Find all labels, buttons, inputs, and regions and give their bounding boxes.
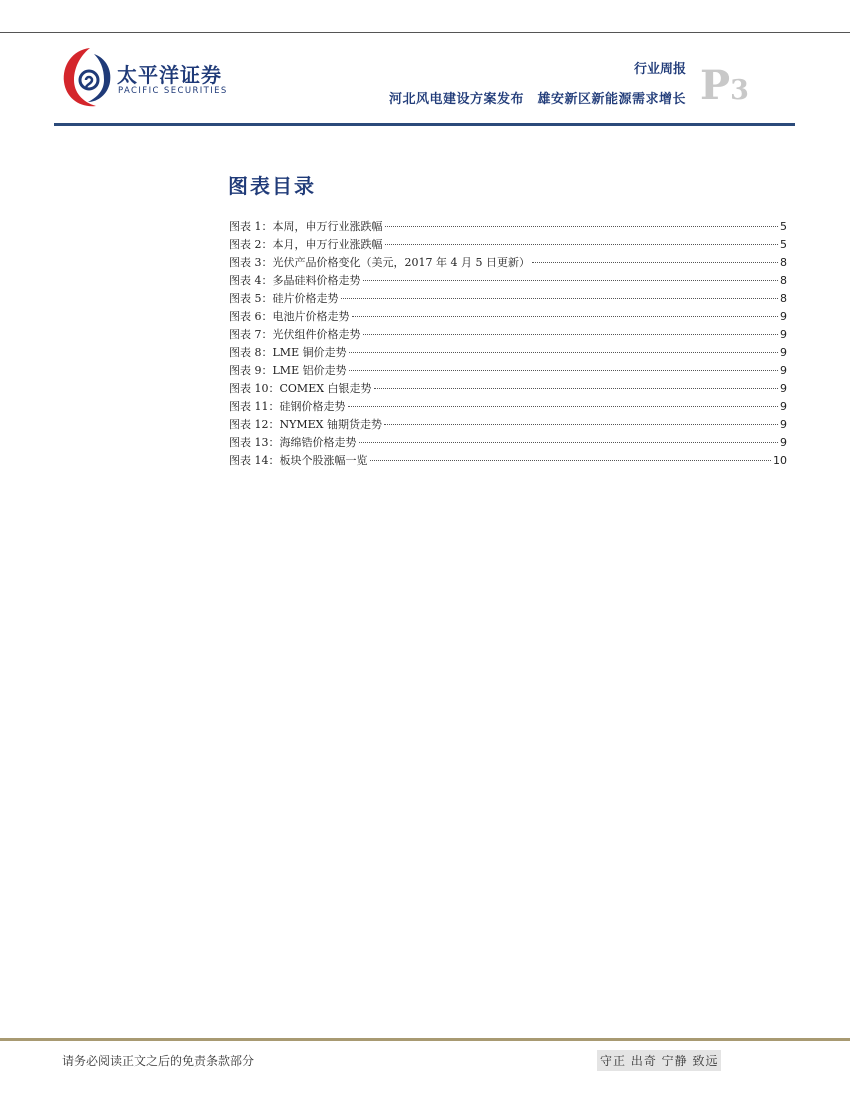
logo-english-name: PACIFIC SECURITIES xyxy=(118,86,228,96)
toc-entry[interactable] xyxy=(229,236,787,254)
toc-entry-label[interactable]: 图表 12：NYMEX 铀期货走势 xyxy=(229,418,383,431)
company-slogan: 守正 出奇 宁静 致远 xyxy=(597,1050,721,1071)
toc-entry-page[interactable]: 5 xyxy=(780,220,787,233)
toc-entry-page[interactable]: 8 xyxy=(780,274,787,287)
header-rule xyxy=(54,123,795,126)
footer-rule xyxy=(0,1038,850,1041)
page-number-mark xyxy=(700,62,749,109)
toc-entry[interactable] xyxy=(229,290,787,308)
page-prefix: P xyxy=(700,62,731,109)
toc-dot-leader xyxy=(384,424,778,425)
toc-entry[interactable] xyxy=(229,326,787,344)
toc-dot-leader xyxy=(349,352,778,353)
toc-entry-page[interactable]: 9 xyxy=(780,382,787,395)
report-type: 行业周报 xyxy=(633,62,686,77)
toc-entry[interactable] xyxy=(229,380,787,398)
toc-entry[interactable] xyxy=(229,452,787,470)
toc-entry-label[interactable]: 图表 9：LME 铝价走势 xyxy=(229,364,347,377)
toc-entry[interactable] xyxy=(229,344,787,362)
toc-entry-label[interactable]: 图表 4：多晶硅料价格走势 xyxy=(229,274,361,287)
toc-dot-leader xyxy=(385,226,779,227)
toc-entry-page[interactable]: 9 xyxy=(780,364,787,377)
toc-entry-label[interactable]: 图表 11：硅钢价格走势 xyxy=(229,400,346,413)
toc-entry-label[interactable]: 图表 8：LME 铜价走势 xyxy=(229,346,347,359)
disclaimer-text: 请务必阅读正文之后的免责条款部分 xyxy=(62,1054,255,1068)
toc-entry-page[interactable]: 5 xyxy=(780,238,787,251)
report-title: 河北风电建设方案发布 雄安新区新能源需求增长 xyxy=(388,92,686,107)
toc-entry-label[interactable]: 图表 13：海绵锆价格走势 xyxy=(229,436,357,449)
toc-entry[interactable] xyxy=(229,218,787,236)
toc-dot-leader xyxy=(385,244,779,245)
toc-entry-page[interactable]: 9 xyxy=(780,310,787,323)
toc-dot-leader xyxy=(363,334,779,335)
toc-entry-page[interactable]: 8 xyxy=(780,292,787,305)
toc-dot-leader xyxy=(348,406,779,407)
toc-entry[interactable] xyxy=(229,308,787,326)
page-number: 3 xyxy=(730,75,749,106)
toc-entry[interactable] xyxy=(229,398,787,416)
toc-entry-page[interactable]: 8 xyxy=(780,256,787,269)
toc-dot-leader xyxy=(363,280,779,281)
pacific-securities-logo xyxy=(60,44,240,112)
toc-entry-page[interactable]: 9 xyxy=(780,346,787,359)
toc-entry-label[interactable]: 图表 5：硅片价格走势 xyxy=(229,292,339,305)
top-rule xyxy=(0,32,850,33)
logo-emblem-icon xyxy=(60,44,116,110)
toc-dot-leader xyxy=(352,316,779,317)
toc-entry-label[interactable]: 图表 1：本周，申万行业涨跌幅 xyxy=(229,220,383,233)
figure-table-of-contents xyxy=(229,218,787,470)
logo-chinese-name: 太平洋证券 xyxy=(117,63,222,87)
toc-entry[interactable] xyxy=(229,434,787,452)
toc-entry[interactable] xyxy=(229,254,787,272)
toc-dot-leader xyxy=(359,442,779,443)
toc-entry-label[interactable]: 图表 7：光伏组件价格走势 xyxy=(229,328,361,341)
toc-dot-leader xyxy=(532,262,778,263)
toc-entry[interactable] xyxy=(229,272,787,290)
toc-entry-page[interactable]: 9 xyxy=(780,418,787,431)
toc-entry-label[interactable]: 图表 3：光伏产品价格变化（美元，2017 年 4 月 5 日更新） xyxy=(229,256,530,269)
toc-entry[interactable] xyxy=(229,416,787,434)
toc-entry-page[interactable]: 9 xyxy=(780,436,787,449)
toc-dot-leader xyxy=(341,298,779,299)
toc-entry-label[interactable]: 图表 2：本月，申万行业涨跌幅 xyxy=(229,238,383,251)
toc-entry-page[interactable]: 9 xyxy=(780,400,787,413)
toc-entry-page[interactable]: 10 xyxy=(773,454,787,467)
toc-entry[interactable] xyxy=(229,362,787,380)
toc-dot-leader xyxy=(370,460,772,461)
toc-entry-label[interactable]: 图表 10：COMEX 白银走势 xyxy=(229,382,372,395)
toc-dot-leader xyxy=(374,388,778,389)
toc-dot-leader xyxy=(349,370,778,371)
toc-title: 图表目录 xyxy=(228,174,316,198)
toc-entry-page[interactable]: 9 xyxy=(780,328,787,341)
toc-entry-label[interactable]: 图表 6：电池片价格走势 xyxy=(229,310,350,323)
toc-entry-label[interactable]: 图表 14：板块个股涨幅一览 xyxy=(229,454,368,467)
